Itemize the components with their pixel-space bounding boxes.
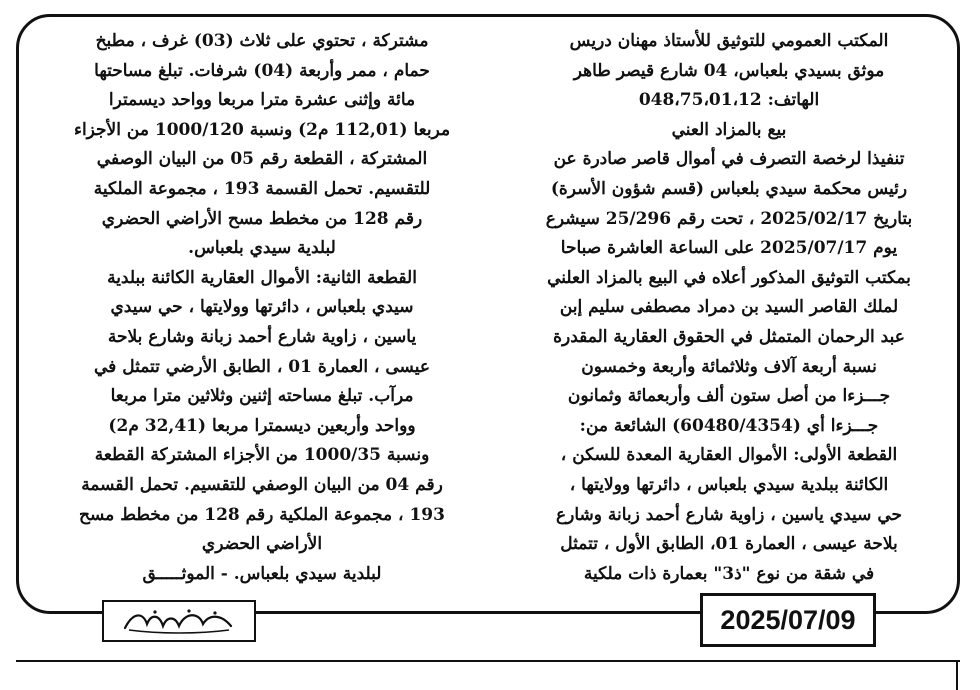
notice-line: حمام ، ممر وأربعة (04) شرفات. تبلغ مساحتها — [94, 60, 430, 81]
notice-line: للتقسيم. تحمل القسمة 193 ، مجموعة الملكية — [93, 178, 431, 199]
notice-line: 193 ، مجموعة الملكية رقم 128 من مخطط مسح — [79, 504, 445, 525]
notice-line: عيسى ، العمارة 01 ، الطابق الأرضي تتمثل في — [93, 356, 430, 377]
notice-line: وواحد وأربعين ديسمترا مربعا (32,41 م2) — [108, 415, 416, 436]
notice-line: مشتركة ، تحتوي على ثلاث (03) غرف ، مطبخ — [95, 31, 429, 51]
notice-line: بمكتب التوثيق المذكور أعلاه في البيع بالمزاد العلني — [547, 267, 911, 288]
notice-line: ونسبة 1000/35 من الأجزاء المشتركة القطعة — [94, 445, 430, 466]
page-divider-end — [956, 660, 958, 690]
notice-line: رقم 128 من مخطط مسح الأراضي الحضري — [101, 208, 423, 229]
publication-date: 2025/07/09 — [700, 593, 876, 647]
notice-line: عبد الرحمان المتمثل في الحقوق العقارية المقدرة — [553, 326, 905, 347]
notice-signature-line: لبلدية سيدي بلعباس. - الموثـــــق — [142, 563, 382, 584]
notice-line: تنفيذا لرخصة التصرف في أموال قاصر صادرة عن — [553, 149, 905, 170]
notice-line: ياسين ، زاوية شارع أحمد زبانة وشارع بلاحة — [107, 326, 417, 347]
notice-line: الكائنة ببلدية سيدي بلعباس ، دائرتها وولايتها ، — [569, 474, 889, 495]
page-divider — [16, 660, 960, 662]
notice-line: مربعا (112,01 م2) ونسبة 1000/120 من الأجزاء — [73, 119, 451, 140]
notice-line: رقم 04 من البيان الوصفي للتقسيم. تحمل القسمة — [81, 474, 443, 495]
notice-line: القطعة الأولى: الأموال العقارية المعدة للسكن ، — [560, 445, 898, 466]
notice-line: موثق بسيدي بلعباس، 04 شارع قيصر طاهر — [573, 60, 885, 81]
notice-line: نسبة أربعة آلاف وثلاثمائة وأربعة وخمسون — [581, 356, 877, 377]
notice-frame — [16, 14, 960, 614]
notice-line: مائة وإثنى عشرة مترا مربعا وواحد ديسمترا — [108, 90, 416, 111]
notice-line: لبلدية سيدي بلعباس. — [188, 238, 336, 259]
notice-left-column — [43, 27, 481, 589]
notice-line: المشتركة ، القطعة رقم 05 من البيان الوصفي — [96, 149, 428, 170]
notice-right-column — [509, 27, 949, 589]
notice-heading: بيع بالمزاد العني — [671, 119, 787, 140]
newspaper-logo-box — [102, 600, 256, 642]
notice-line: القطعة الثانية: الأموال العقارية الكائنة ببلدية — [107, 267, 417, 288]
notice-line: جـــزءا من أصل ستون ألف وأربعمائة وثمانون — [567, 386, 891, 407]
newspaper-logo-icon — [119, 606, 239, 636]
notice-line: مرآب. تبلغ مساحته إثنين وثلاثين مترا مربعا — [110, 386, 414, 407]
notice-line: بتاريخ 2025/02/17 ، تحت رقم 25/296 سيشرع — [545, 208, 913, 229]
notice-line: رئيس محكمة سيدي بلعباس (قسم شؤون الأسرة) — [550, 178, 908, 199]
notice-line: حي سيدي ياسين ، زاوية شارع أحمد زبانة وشارع — [555, 504, 903, 525]
notice-line: بلاحة عيسى ، العمارة 01، الطابق الأول ، تتمثل — [560, 534, 898, 555]
notice-line: يوم 2025/07/17 على الساعة العاشرة صباحا — [560, 238, 898, 259]
notice-line: لملك القاصر السيد بن دمراد مصطفى سليم إبن — [559, 297, 899, 318]
notice-line: المكتب العمومي للتوثيق للأستاذ مهنان دريس — [569, 31, 889, 51]
notice-line: الأراضي الحضري — [201, 534, 323, 555]
notice-line: في شقة من نوع "ذ3" بعمارة ذات ملكية — [583, 563, 875, 584]
notice-line: الهاتف: 048،75،01،12 — [638, 90, 820, 111]
notice-line: جـــزءا أي (60480/4354) الشائعة من: — [579, 415, 879, 436]
notice-line: سيدي بلعباس ، دائرتها وولايتها ، حي سيدي — [110, 297, 414, 318]
